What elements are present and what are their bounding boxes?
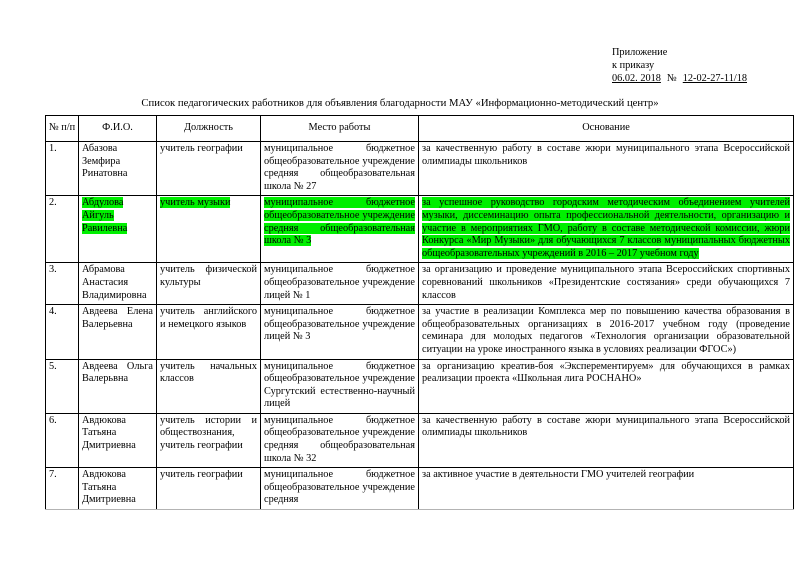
row-name-cell [79, 196, 157, 263]
row-workplace-cell [261, 305, 419, 359]
row-number-cell [46, 263, 79, 305]
table-row [46, 359, 794, 413]
row-workplace: муниципальное бюджетное общеобразовательное учреждение средняя общеобразовательная школа № 3 [264, 197, 415, 247]
row-name: Авдюкова Татьяна Дмитриевна [82, 469, 136, 506]
row-reason-cell [419, 413, 794, 467]
table-row [46, 196, 794, 263]
row-workplace: муниципальное бюджетное общеобразовательное учреждение лицей № 3 [264, 306, 415, 343]
row-reason-cell [419, 359, 794, 413]
row-number-cell [46, 359, 79, 413]
row-reason: за участие в реализации Комплекса мер по повышению качества образования в общеобразовательных организациях в 2016-2017 учебном году (проведение семинара для молодых педагогов «Технология организации образовательной ситуации на уроке иностранного языка в условиях реализации ФГОС») [422, 306, 790, 355]
column-header-workplace: Место работы [261, 116, 419, 142]
row-number-cell [46, 196, 79, 263]
row-number-cell [46, 468, 79, 510]
column-header-position: Должность [157, 116, 261, 142]
row-number: 5. [49, 360, 57, 372]
row-number: 3. [49, 264, 57, 276]
row-number: 1. [49, 143, 57, 154]
row-workplace: муниципальное бюджетное общеобразовательное учреждение Сургутский естественно-научный лицей [264, 360, 415, 410]
appendix-order-date: 06.02. 2018 [612, 73, 661, 84]
row-number-cell [46, 305, 79, 359]
workers-table [45, 115, 794, 510]
row-name-cell [79, 142, 157, 196]
row-position-cell [157, 468, 261, 510]
row-reason: за качественную работу в составе жюри муниципального этапа Всероссийской олимпиады школьников [422, 143, 790, 167]
row-name: Абрамова Анастасия Владимировна [82, 264, 147, 301]
row-name: Авдюкова Татьяна Дмитриевна [82, 414, 136, 452]
row-workplace-cell [261, 263, 419, 305]
row-reason-cell [419, 305, 794, 359]
row-name-cell [79, 359, 157, 413]
row-number-cell [46, 142, 79, 196]
row-reason: за организацию и проведение муниципального этапа Всероссийских спортивных соревнований школьников «Президентские состязания» среди обучающихся 7 классов [422, 264, 790, 301]
row-name-cell [79, 305, 157, 359]
row-number: 6. [49, 414, 57, 426]
table-row [46, 142, 794, 196]
appendix-block [612, 46, 747, 85]
row-position: учитель географии [160, 143, 243, 154]
row-reason: за активное участие в деятельности ГМО учителей географии [422, 469, 695, 481]
row-position-cell [157, 142, 261, 196]
column-header-reason: Основание [419, 116, 794, 142]
row-reason: за организацию креатив-боя «Эксперементируем» для обучающихся в рамках реализации проекта «Школьная лига РОСНАНО» [422, 360, 790, 385]
table-row [46, 305, 794, 359]
row-name: Авдеева Елена Валерьевна [82, 306, 153, 330]
row-name: Абдулова Айгуль Равилевна [82, 197, 128, 234]
row-name: Авдеева Ольга Валерьвна [82, 360, 153, 385]
row-workplace: муниципальное бюджетное общеобразовательное учреждение средняя общеобразовательная школа № 27 [264, 143, 415, 192]
row-reason-cell [419, 196, 794, 263]
row-position: учитель географии [160, 469, 243, 481]
table-row [46, 468, 794, 510]
row-number: 2. [49, 197, 57, 209]
appendix-order-line [612, 72, 747, 85]
row-position-cell [157, 413, 261, 467]
row-position: учитель истории и обществознания, учитель географии [160, 414, 257, 452]
appendix-number-sign: № [666, 73, 677, 84]
table-row [46, 263, 794, 305]
row-reason-cell [419, 468, 794, 510]
row-position-cell [157, 359, 261, 413]
row-number: 4. [49, 306, 57, 318]
document-title: Список педагогических работников для объявления благодарности МАУ «Информационно-методический центр» [141, 97, 659, 109]
row-reason: за качественную работу в составе жюри муниципального этапа Всероссийской олимпиады школьников [422, 414, 790, 439]
column-header-fio: Ф.И.О. [79, 116, 157, 142]
row-workplace: муниципальное бюджетное общеобразовательное учреждение лицей № 1 [264, 264, 415, 301]
row-position-cell [157, 196, 261, 263]
row-position-cell [157, 263, 261, 305]
row-position: учитель музыки [160, 197, 231, 209]
row-workplace-cell [261, 142, 419, 196]
row-workplace-cell [261, 468, 419, 510]
row-name-cell [79, 413, 157, 467]
row-workplace-cell [261, 413, 419, 467]
row-position: учитель физической культуры [160, 264, 257, 288]
row-name-cell [79, 263, 157, 305]
appendix-line-2: к приказу [612, 60, 655, 71]
row-number-cell [46, 413, 79, 467]
row-reason-cell [419, 263, 794, 305]
row-name-cell [79, 468, 157, 510]
row-position: учитель английского и немецкого языков [160, 306, 257, 330]
table-header-row [46, 116, 794, 142]
appendix-order-number: 12-02-27-11/18 [682, 73, 747, 84]
row-reason: за успешное руководство городским методическим объединением учителей музыки, диссеминацию опыта профессиональной деятельности, организацию и участие в мероприятиях ГМО, работу в составе методической комиссии, жюри Конкурса «Мир Музыки» для обучающихся 7 классов муниципальных бюджетных общеобразовательных учреждений в 2016 – 2017 учебном году [422, 197, 790, 259]
row-number: 7. [49, 469, 57, 481]
table-body [46, 142, 794, 510]
appendix-line-1: Приложение [612, 47, 668, 58]
row-workplace-cell [261, 359, 419, 413]
column-header-num: № п/п [46, 116, 79, 142]
row-position: учитель начальных классов [160, 360, 257, 385]
row-workplace-cell [261, 196, 419, 263]
row-name: Абазова Земфира Ринатовна [82, 143, 128, 180]
row-reason-cell [419, 142, 794, 196]
table-row [46, 413, 794, 467]
row-position-cell [157, 305, 261, 359]
row-workplace: муниципальное бюджетное общеобразовательное учреждение средняя [264, 469, 415, 506]
row-workplace: муниципальное бюджетное общеобразовательное учреждение средняя общеобразовательная школа № 32 [264, 414, 415, 464]
